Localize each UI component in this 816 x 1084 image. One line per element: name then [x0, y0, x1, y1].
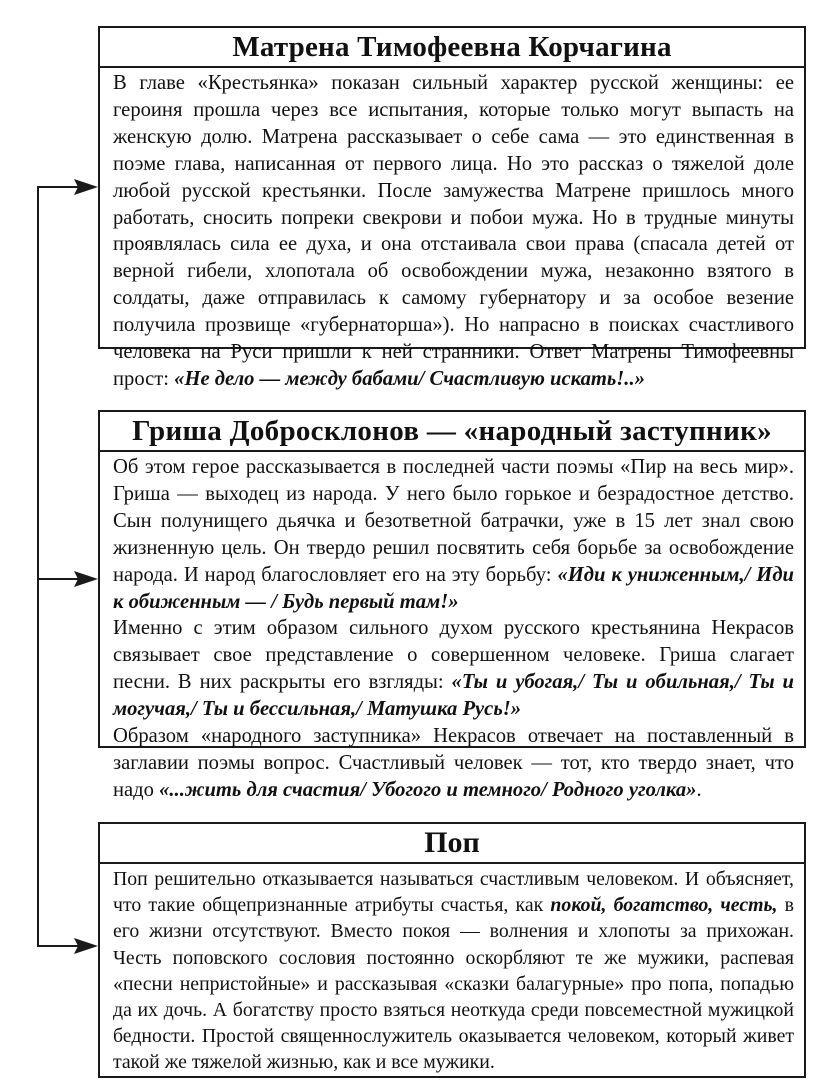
- paragraph-quote: «Не дело — между бабами/ Счастливую искать!..»: [174, 367, 645, 390]
- card-grisha: [98, 410, 806, 801]
- paragraph-after: в его жизни отсутствуют. Вместо покоя — волнения и хлопоты за прихожан. Честь поповского сословия постоянно оскорбляют те же мужики, распевая «песни непристойные» и рассказывая «сказки балагурные» про попа, попадью да их дочь. А богатству просто взяться неоткуда среди повсеместной мужицкой бедности. Простой священнослужитель оказывается человеком, который живет такой же тяжелой жизнью, как и все мужики.: [113, 894, 794, 1074]
- card-title: Матрена Тимофеевна Корчагина: [100, 28, 804, 68]
- card-title: Гриша Добросклонов — «народный заступник»: [100, 412, 804, 452]
- paragraph-quote: «...жить для счастия/ Убогого и темного/ Родного уголка»: [159, 778, 697, 801]
- card-paragraph: [113, 615, 794, 723]
- paragraph-after: .: [696, 778, 702, 801]
- paragraph-text: Образом «народного заступника» Некрасов отвечает на поставленный в заглавии поэмы вопрос. Счастливый человек — тот, кто твердо знает, что надо: [113, 725, 794, 801]
- card-paragraph: [113, 866, 794, 1076]
- card-paragraph: [113, 454, 794, 615]
- paragraph-quote: покой, богатство, честь,: [550, 894, 778, 917]
- card-paragraph: [113, 70, 794, 393]
- paragraph-text: Именно с этим образом сильного духом русского крестьянина Некрасов связывает свое представление о совершенном человеке. Гриша слагает песни. В них раскрыты его взгляды:: [113, 617, 794, 694]
- card-body: [100, 68, 804, 397]
- card-body: [100, 864, 804, 1080]
- paragraph-quote: «Ты и убогая,/ Ты и обильная,/ Ты и могучая,/ Ты и бессильная,/ Матушка Русь!»: [113, 671, 794, 721]
- paragraph-text: В главе «Крестьянка» показан сильный характер русской женщины: ее героиня прошла через все испытания, которые только могут выпасть на женскую долю. Матрена рассказывает о себе сама — это единственная в поэме глава, написанная от первого лица. Но это рассказ о тяжелой доле любой русской крестьянки. После замужества Матрене пришлось много работать, сносить попреки свекрови и побои мужа. Но в трудные минуты проявлялась сила ее духа, и она отстаивала свои права (спасала детей от верной гибели, хлопотала об освобождении мужа, незаконно взятого в солдаты, даже отправилась к самому губернатору и за особое везение получила прозвище «губернаторша»). Но напрасно в поисках счастливого человека на Руси пришли к ней странники. Ответ Матрены Тимофеевны прост:: [113, 72, 794, 390]
- card-matrena: [98, 26, 806, 390]
- paragraph-text: Об этом герое рассказывается в последней части поэмы «Пир на весь мир». Гриша — выходец из народа. У него было горькое и безрадостное детство. Сын полунищего дьячка и безответной батрачки, уже в 15 лет знал свою жизненную цель. Он твердо решил посвятить себя борьбе за освобождение народа. И народ благословляет его на эту борьбу:: [113, 456, 794, 586]
- card-paragraph: [113, 723, 794, 804]
- paragraph-quote: «Иди к униженным,/ Иди к обиженным — / Будь первый там!»: [113, 563, 795, 613]
- card-body: [100, 452, 804, 808]
- paragraph-text: Поп решительно отказывается называться счастливым человеком. И объясняет, что такие общепризнанные атрибуты счастья, как: [113, 868, 794, 917]
- card-title: Поп: [100, 824, 804, 864]
- card-pop: [98, 822, 806, 1078]
